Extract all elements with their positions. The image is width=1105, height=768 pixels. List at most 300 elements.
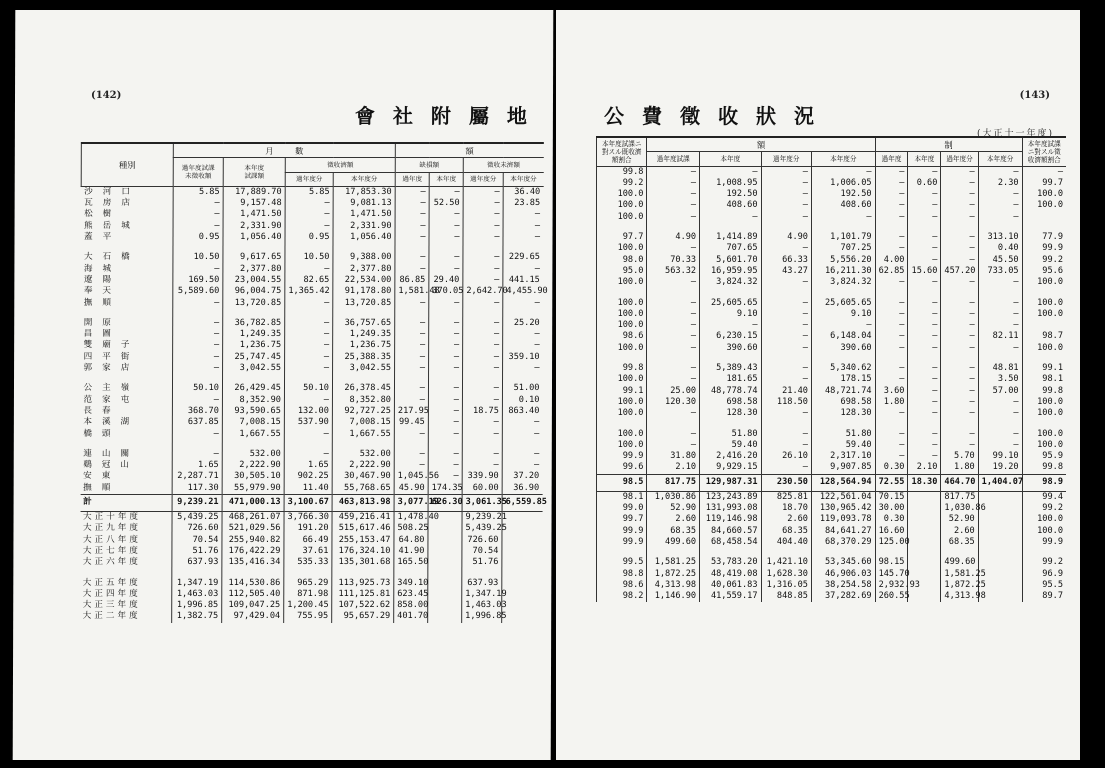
table-row — [597, 503, 1067, 514]
value-cell: 858.00 — [394, 600, 428, 611]
gap-cell — [941, 354, 978, 363]
value-cell: 0.60 — [908, 178, 941, 189]
ratio-current-cell: 100.0 — [1022, 309, 1066, 320]
value-cell: — — [173, 363, 223, 374]
table-row — [597, 580, 1067, 591]
value-cell: 13,720.85 — [333, 298, 395, 309]
table-row — [597, 298, 1067, 309]
value-cell — [428, 600, 462, 611]
table-row — [80, 611, 542, 622]
gap-cell — [503, 243, 543, 252]
value-cell: 9,388.00 — [333, 252, 395, 263]
table-row — [597, 569, 1067, 580]
gap-cell — [811, 289, 875, 298]
gap-cell — [284, 440, 332, 449]
ratio-current-cell: 100.0 — [1022, 298, 1066, 309]
value-cell: — — [395, 232, 429, 243]
row-label: 大正五年度 — [82, 577, 141, 588]
value-cell: 1,316.05 — [761, 580, 811, 591]
value-cell: — — [463, 232, 503, 243]
value-cell: 48,721.74 — [811, 386, 875, 397]
ratio-current-cell: 77.9 — [1022, 232, 1066, 243]
value-cell: — — [647, 200, 700, 211]
value-cell: 230.50 — [761, 474, 811, 491]
value-cell: 1,628.30 — [761, 569, 811, 580]
value-cell: 41,559.17 — [700, 591, 761, 602]
value-cell: — — [875, 408, 908, 419]
value-cell: 70.54 — [172, 535, 222, 546]
value-cell: — — [761, 440, 811, 451]
gap-cell — [394, 569, 428, 578]
left-page — [13, 10, 554, 760]
value-cell: — — [811, 166, 875, 178]
value-cell: — — [978, 212, 1022, 223]
gap-cell — [332, 569, 394, 578]
value-cell: — — [647, 343, 700, 354]
ratio-prior-cell: 100.0 — [597, 429, 647, 440]
row-label: 遼陽 — [83, 274, 122, 285]
value-cell: 51.76 — [172, 546, 222, 557]
value-cell: — — [173, 352, 223, 363]
header-uncollected-prior: 過年度分 — [941, 152, 978, 166]
table-row — [597, 374, 1067, 385]
value-cell: — — [875, 298, 908, 309]
value-cell: 4,313.98 — [941, 591, 978, 602]
header-loss: 缺損額 — [395, 158, 463, 172]
value-cell: — — [428, 449, 462, 460]
value-cell — [428, 578, 462, 589]
value-cell: — — [978, 397, 1022, 408]
value-cell: 698.58 — [700, 397, 761, 408]
value-cell: — — [908, 255, 941, 266]
gap-cell — [875, 548, 908, 557]
value-cell: — — [875, 320, 908, 331]
value-cell: 2,317.10 — [811, 451, 875, 462]
value-cell: 9,081.13 — [333, 198, 395, 209]
gap-cell — [875, 223, 908, 232]
value-cell: 3,766.30 — [284, 512, 332, 524]
value-cell: — — [462, 395, 502, 406]
gap-cell — [463, 243, 503, 252]
gap-cell — [172, 440, 222, 449]
value-cell: 178.15 — [811, 374, 875, 385]
gap-cell — [395, 374, 429, 383]
gap-cell — [503, 309, 543, 318]
gap-cell — [908, 420, 941, 429]
ratio-current-cell: 99.8 — [1022, 462, 1066, 474]
gap-cell — [597, 289, 647, 298]
value-cell: — — [761, 408, 811, 419]
value-cell: 43.27 — [761, 266, 811, 277]
gap-cell — [811, 420, 875, 429]
value-cell: 1,463.03 — [462, 600, 502, 611]
value-cell: 97,429.04 — [222, 611, 284, 622]
gap-cell — [462, 440, 502, 449]
value-cell: 25,388.35 — [333, 352, 395, 363]
value-cell: 93,590.65 — [222, 406, 284, 417]
table-row — [81, 352, 543, 363]
ratio-current-cell: 98.9 — [1022, 474, 1066, 491]
value-cell: — — [941, 166, 978, 178]
gap-cell — [1022, 223, 1066, 232]
gap-cell — [647, 223, 700, 232]
ratio-current-cell: 99.2 — [1022, 503, 1066, 514]
gap-cell — [1022, 289, 1066, 298]
ratio-prior-cell: 98.6 — [597, 580, 647, 591]
header-current-year-1: 本年度 — [244, 164, 265, 173]
table-row — [597, 331, 1067, 342]
gap-cell — [941, 223, 978, 232]
table-row — [597, 451, 1067, 462]
value-cell: — — [463, 318, 503, 329]
value-cell: — — [502, 460, 542, 471]
row-label: 瓦房店 — [84, 198, 140, 209]
value-cell: 192.50 — [700, 189, 761, 200]
gap-cell — [761, 354, 811, 363]
value-cell: — — [908, 200, 941, 211]
value-cell: — — [463, 298, 503, 309]
value-cell: 726.60 — [462, 535, 502, 546]
value-cell: 3,824.32 — [811, 277, 875, 288]
table-row — [80, 557, 542, 568]
value-cell: — — [761, 343, 811, 354]
value-cell: — — [941, 386, 978, 397]
table-row — [597, 212, 1067, 223]
value-cell: 733.05 — [978, 266, 1022, 277]
ratio-current-cell — [1022, 320, 1066, 331]
value-cell: 464.70 — [941, 474, 978, 491]
value-cell: — — [395, 340, 429, 351]
table-row — [80, 460, 542, 471]
value-cell: 4.00 — [875, 255, 908, 266]
value-cell: — — [429, 232, 463, 243]
row-label: 松樹 — [84, 209, 122, 220]
value-cell: 5,589.60 — [173, 286, 223, 297]
gap-cell — [503, 374, 543, 383]
value-cell: — — [647, 363, 700, 374]
header-uncollected: 徵收未濟額 — [463, 158, 543, 172]
gap-cell — [978, 548, 1022, 557]
value-cell: — — [908, 166, 941, 178]
row-label: 蓋平 — [83, 232, 122, 243]
value-cell: 1,471.50 — [223, 209, 285, 220]
value-cell: — — [429, 318, 463, 329]
ratio-prior-cell: 100.0 — [597, 408, 647, 419]
value-cell: 2,287.71 — [172, 471, 222, 482]
value-cell: — — [395, 209, 429, 220]
table-row — [81, 243, 543, 252]
ratio-current-cell: 99.8 — [1022, 386, 1066, 397]
gap-cell — [223, 374, 285, 383]
value-cell: 2,416.20 — [700, 451, 761, 462]
value-cell: — — [761, 320, 811, 331]
page-number: (142) — [90, 90, 122, 101]
value-cell: 1,056.40 — [333, 232, 395, 243]
value-cell: 563.32 — [647, 266, 700, 277]
value-cell: 8,352.80 — [332, 395, 394, 406]
table-row — [597, 462, 1067, 474]
gap-cell — [463, 309, 503, 318]
value-cell: 5,601.70 — [700, 255, 761, 266]
value-cell: — — [285, 198, 333, 209]
value-cell: 114,530.86 — [222, 578, 284, 589]
value-cell: — — [761, 462, 811, 474]
value-cell: 637.85 — [172, 417, 222, 428]
value-cell: — — [700, 166, 761, 178]
value-cell — [502, 589, 542, 600]
header-collected-current: 本年度分 — [811, 152, 875, 166]
value-cell: 191.20 — [284, 523, 332, 534]
table-row — [597, 408, 1067, 419]
value-cell: 130,965.42 — [811, 503, 875, 514]
value-cell: — — [761, 189, 811, 200]
value-cell: 2,222.90 — [332, 460, 394, 471]
ratio-prior-cell: 99.9 — [597, 451, 647, 462]
value-cell: — — [173, 329, 223, 340]
gap-cell — [700, 289, 761, 298]
value-cell: 25,747.45 — [223, 352, 285, 363]
value-cell: 132.00 — [284, 406, 332, 417]
value-cell: 48.81 — [978, 363, 1022, 374]
value-cell: — — [428, 429, 462, 440]
ratio-current-cell: 99.4 — [1022, 491, 1066, 503]
value-cell: — — [503, 209, 543, 220]
value-cell: 2.60 — [647, 514, 700, 525]
value-cell: 537.90 — [284, 417, 332, 428]
value-cell: 390.60 — [700, 343, 761, 354]
header-collected-prior: 過年度分 — [285, 172, 333, 186]
gap-cell — [597, 548, 647, 557]
value-cell: 1,146.90 — [647, 591, 700, 602]
gap-cell — [700, 223, 761, 232]
value-cell: — — [428, 471, 462, 482]
value-cell: — — [761, 374, 811, 385]
value-cell: 9,929.15 — [700, 462, 761, 474]
ratio-current-cell: 99.9 — [1022, 243, 1066, 254]
gap-cell — [811, 548, 875, 557]
value-cell: — — [941, 189, 978, 200]
gap-cell — [700, 548, 761, 557]
table-row — [597, 440, 1067, 451]
value-cell: 532.00 — [222, 449, 284, 460]
value-cell: 0.95 — [173, 232, 223, 243]
value-cell: — — [811, 320, 875, 331]
value-cell: 637.93 — [172, 557, 222, 568]
value-cell: 1.80 — [941, 462, 978, 474]
value-cell: — — [647, 408, 700, 419]
gap-cell — [647, 548, 700, 557]
table-row — [81, 309, 543, 318]
value-cell: 408.60 — [811, 200, 875, 211]
value-cell: — — [503, 298, 543, 309]
value-cell: — — [462, 417, 502, 428]
value-cell: — — [761, 429, 811, 440]
row-label: 熊岳城 — [84, 220, 140, 231]
ratio-current-cell: 100.0 — [1022, 189, 1066, 200]
value-cell: 107,522.62 — [332, 600, 394, 611]
value-cell: — — [978, 320, 1022, 331]
value-cell: 125.00 — [875, 537, 908, 548]
table-row — [81, 298, 543, 309]
header-group3: 制 — [875, 137, 1022, 152]
gap-cell — [597, 354, 647, 363]
row-label: 雙廟子 — [83, 340, 140, 351]
ratio-prior-cell: 98.0 — [597, 255, 647, 266]
value-cell: 9.10 — [811, 309, 875, 320]
value-cell: 62.85 — [875, 266, 908, 277]
table-row — [597, 289, 1067, 298]
value-cell: — — [875, 200, 908, 211]
value-cell — [908, 537, 941, 548]
value-cell: 260.55 — [875, 591, 908, 602]
value-cell: 91,178.80 — [333, 286, 395, 297]
value-cell: — — [285, 363, 333, 374]
gap-cell — [173, 309, 223, 318]
value-cell: — — [395, 298, 429, 309]
value-cell: 1,414.89 — [700, 232, 761, 243]
ratio-prior-cell: 99.1 — [597, 386, 647, 397]
value-cell: 22,534.00 — [333, 275, 395, 286]
value-cell: — — [395, 252, 429, 263]
value-cell: — — [428, 395, 462, 406]
value-cell: — — [908, 363, 941, 374]
table-row — [597, 223, 1067, 232]
ratio-prior-cell: 100.0 — [597, 200, 647, 211]
value-cell: — — [761, 200, 811, 211]
value-cell: 848.85 — [761, 591, 811, 602]
ratio-current-cell: 99.2 — [1022, 557, 1066, 568]
value-cell: — — [463, 186, 503, 198]
value-cell: 120.30 — [647, 397, 700, 408]
value-cell: 2.30 — [978, 178, 1022, 189]
value-cell: 15.60 — [908, 266, 941, 277]
value-cell: — — [875, 189, 908, 200]
value-cell: 169.50 — [173, 275, 223, 286]
value-cell: 118.50 — [761, 397, 811, 408]
value-cell: 902.25 — [284, 471, 332, 482]
table-row — [81, 198, 543, 209]
value-cell: 26,378.45 — [332, 383, 394, 394]
value-cell: 7,008.15 — [332, 417, 394, 428]
ratio-current-cell: 99.7 — [1022, 178, 1066, 189]
value-cell: 36.90 — [502, 483, 542, 495]
ratio-prior-cell: 100.0 — [597, 189, 647, 200]
value-cell: 72.55 — [875, 474, 908, 491]
value-cell: 459,216.41 — [332, 512, 394, 524]
value-cell: 626.30 — [428, 495, 462, 512]
value-cell: — — [285, 221, 333, 232]
value-cell: 113,925.73 — [332, 578, 394, 589]
value-cell: 25.20 — [503, 318, 543, 329]
value-cell: 31.80 — [647, 451, 700, 462]
value-cell: — — [429, 352, 463, 363]
value-cell: 119,093.78 — [811, 514, 875, 525]
value-cell: 637.93 — [462, 578, 502, 589]
value-cell: — — [908, 386, 941, 397]
value-cell: 52.50 — [429, 198, 463, 209]
value-cell: 59.40 — [700, 440, 761, 451]
table-row — [80, 449, 542, 460]
value-cell: 135,416.34 — [222, 557, 284, 568]
value-cell: 17,853.30 — [333, 186, 395, 198]
value-cell: 36,757.65 — [333, 318, 395, 329]
value-cell: 1,030.86 — [647, 491, 700, 503]
value-cell: 68.35 — [647, 526, 700, 537]
value-cell: 817.75 — [941, 491, 978, 503]
row-label: 大正九年度 — [82, 523, 142, 534]
gap-cell — [647, 289, 700, 298]
value-cell: 1,008.95 — [700, 178, 761, 189]
value-cell — [908, 491, 941, 503]
value-cell: — — [941, 298, 978, 309]
value-cell: 52.90 — [941, 514, 978, 525]
value-cell: 755.95 — [284, 611, 332, 622]
value-cell: — — [503, 264, 543, 275]
header-collected-current: 本年度分 — [333, 172, 395, 186]
value-cell: 3,042.55 — [333, 363, 395, 374]
value-cell: 0.40 — [978, 243, 1022, 254]
value-cell: 25,605.65 — [811, 298, 875, 309]
value-cell: 4.90 — [761, 232, 811, 243]
value-cell — [428, 535, 462, 546]
value-cell: 217.95 — [394, 406, 428, 417]
value-cell — [978, 491, 1022, 503]
value-cell: 1,404.07 — [978, 474, 1022, 491]
value-cell: — — [647, 243, 700, 254]
table-row — [597, 320, 1067, 331]
value-cell: — — [173, 318, 223, 329]
value-cell: 95,657.29 — [332, 611, 394, 622]
gap-cell — [908, 548, 941, 557]
value-cell: 82.65 — [285, 275, 333, 286]
value-cell: — — [284, 449, 332, 460]
value-cell — [502, 600, 542, 611]
gap-cell — [597, 223, 647, 232]
table-row — [81, 232, 543, 243]
table-row — [80, 471, 542, 482]
value-cell: — — [875, 374, 908, 385]
gap-cell — [285, 243, 333, 252]
ratio-current-cell: 98.7 — [1022, 331, 1066, 342]
header-ratio-prior: 本年度試課ニ對スル既收濟額割合 — [597, 137, 647, 166]
value-cell: 3,824.32 — [700, 277, 761, 288]
value-cell: 3,042.55 — [223, 363, 285, 374]
ratio-prior-cell: 98.1 — [597, 491, 647, 503]
gap-cell — [1022, 420, 1066, 429]
table-row — [81, 318, 543, 329]
value-cell: — — [908, 451, 941, 462]
header-loss-current: 本年度 — [429, 172, 463, 186]
value-cell: 1,249.35 — [333, 329, 395, 340]
table-row — [597, 189, 1067, 200]
value-cell: — — [908, 298, 941, 309]
value-cell: 404.40 — [761, 537, 811, 548]
right-data-table — [596, 136, 1066, 602]
value-cell: 181.65 — [700, 374, 761, 385]
value-cell: 535.33 — [284, 557, 332, 568]
value-cell: — — [284, 429, 332, 440]
value-cell: — — [761, 178, 811, 189]
value-cell: — — [811, 212, 875, 223]
ratio-current-cell: 100.0 — [1022, 408, 1066, 419]
table-row — [80, 429, 542, 440]
value-cell: — — [908, 397, 941, 408]
value-cell: — — [502, 449, 542, 460]
value-cell: 86.85 — [395, 275, 429, 286]
row-label: 鷄冠山 — [83, 460, 140, 471]
value-cell: 1,667.55 — [332, 429, 394, 440]
header-uncollected-current: 本年度分 — [978, 152, 1022, 166]
